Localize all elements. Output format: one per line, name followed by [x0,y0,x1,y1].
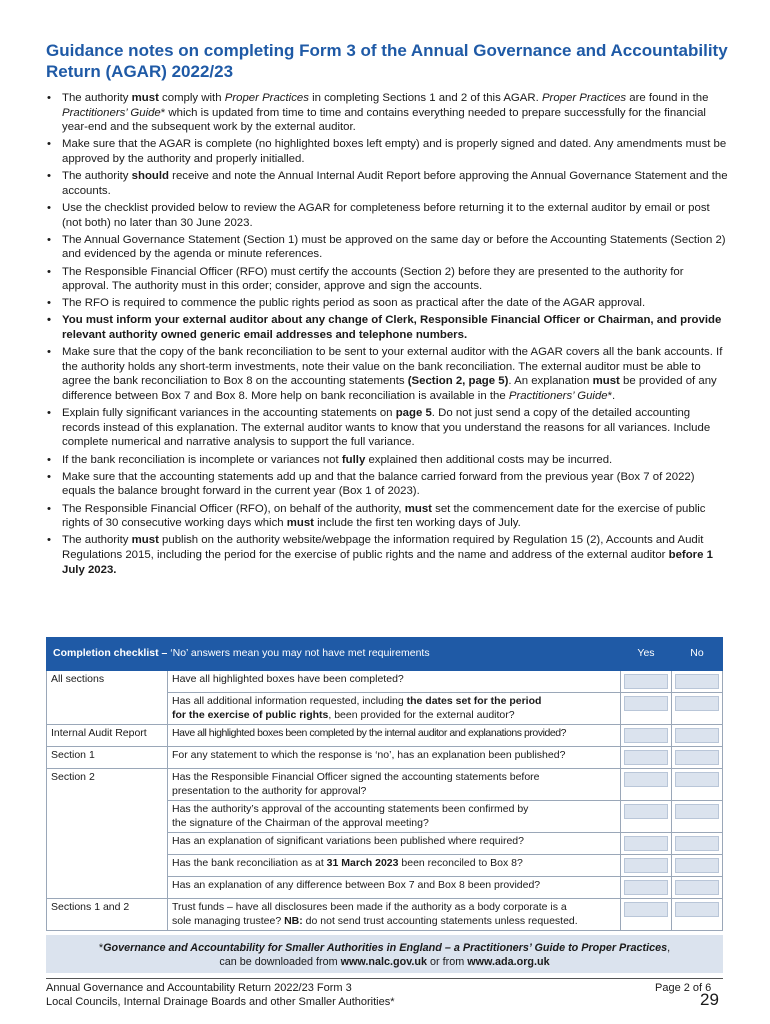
yes-answer-box[interactable] [621,833,672,855]
guidance-bullet: • The authority should receive and note the Annual Internal Audit Report before approving the Annual Governance Statement and the accounts. [46,169,728,198]
guidance-bullet: • The RFO is required to commence the public rights period as soon as practical after the date of the AGAR approval. [46,296,728,311]
checklist-row [47,671,723,693]
no-answer-field[interactable] [675,836,719,851]
yes-answer-box[interactable] [621,855,672,877]
checklist-question: Has the authority’s approval of the accounting statements been confirmed by the signature of the Chairman of the approval meeting? [168,801,621,833]
checklist-question: Has an explanation of any difference between Box 7 and Box 8 been provided? [168,877,621,899]
guidance-bullet: • Make sure that the AGAR is complete (no highlighted boxes left empty) and is properly signed and dated. Any amendments must be approved by the authority and properly initialled. [46,137,728,166]
no-answer-box[interactable] [672,747,723,769]
no-answer-field[interactable] [675,728,719,743]
yes-answer-field[interactable] [624,750,668,765]
checklist-section-label: Section 1 [47,747,168,769]
guidance-bullet: • The authority must comply with Proper Practices in completing Sections 1 and 2 of this AGAR. Proper Practices are found in the Practitioners’ Guide* which is updated from time to time and contains everything needed to prepare successfully for the financial year-end and the subsequent work by the external auditor. [46,91,728,135]
yes-answer-field[interactable] [624,880,668,895]
footer-line-1: Annual Governance and Accountability Return 2022/23 Form 3 [46,982,352,994]
no-answer-field[interactable] [675,696,719,711]
checklist-section-label: All sections [47,671,168,725]
checklist-row [47,769,723,801]
yes-answer-field[interactable] [624,674,668,689]
checklist-header: Completion checklist – ‘No’ answers mean you may not have met requirements [47,638,621,671]
yes-answer-box[interactable] [621,877,672,899]
yes-answer-field[interactable] [624,696,668,711]
yes-answer-field[interactable] [624,728,668,743]
guidance-bullet: • The authority must publish on the authority website/webpage the information required by Regulation 15 (2), Accounts and Audit Regulations 2015, including the period for the exercise of public rights and the name and address of the external auditor before 1 July 2023. [46,533,728,577]
guidance-bullet: • Make sure that the copy of the bank reconciliation to be sent to your external auditor with the AGAR covers all the bank accounts. If the authority holds any short-term investments, note their value on the bank reconciliation. The external auditor must be able to agree the bank reconciliation to Box 8 on the accounting statements (Section 2, page 5). An explanation must be provided of any difference between Box 7 and Box 8. More help on bank reconciliation is available in the Practitioners’ Guide*. [46,345,728,403]
checklist-question: Has an explanation of significant variations been published where required? [168,833,621,855]
no-answer-box[interactable] [672,725,723,747]
checklist-section-label: Internal Audit Report [47,725,168,747]
guidance-bullet-list [46,91,728,580]
guidance-bullet: • The Annual Governance Statement (Section 1) must be approved on the same day or before the Accounting Statements (Section 2) and evidenced by the agenda or minute references. [46,233,728,262]
yes-answer-field[interactable] [624,804,668,819]
yes-answer-field[interactable] [624,772,668,787]
practitioners-guide-note: *Governance and Accountability for Smaller Authorities in England – a Practitioners’ Guide to Proper Practices, can be downloaded from www.nalc.gov.uk or from www.ada.org.uk [46,935,723,973]
no-answer-field[interactable] [675,772,719,787]
page-title: Guidance notes on completing Form 3 of the Annual Governance and Accountability Return (AGAR) 2022/23 [46,41,728,81]
guidance-bullet: • You must inform your external auditor about any change of Clerk, Responsible Financial Officer or Chairman, and provide relevant authority owned generic email addresses and telephone numbers. [46,313,728,342]
checklist-question: Have all highlighted boxes have been completed? [168,671,621,693]
yes-answer-box[interactable] [621,671,672,693]
no-answer-field[interactable] [675,750,719,765]
checklist-question: For any statement to which the response is ‘no’, has an explanation been published? [168,747,621,769]
checklist-question: Has the bank reconciliation as at 31 March 2023 been reconciled to Box 8? [168,855,621,877]
checklist-question: Has all additional information requested, including the dates set for the period for the exercise of public rights, been provided for the external auditor? [168,693,621,725]
footer-divider [46,978,723,979]
checklist-question: Have all highlighted boxes been completed by the internal auditor and explanations provided? [168,725,621,747]
no-answer-box[interactable] [672,671,723,693]
checklist-header-row [47,638,723,671]
no-answer-box[interactable] [672,769,723,801]
no-answer-box[interactable] [672,899,723,931]
footer-title [46,982,395,1009]
guidance-bullet: • Make sure that the accounting statements add up and that the balance carried forward from the previous year (Box 7 of 2022) equals the balance brought forward in the current year (Box 1 of 2023). [46,470,728,499]
page-number: 29 [700,990,719,1009]
checklist-section-label: Sections 1 and 2 [47,899,168,931]
completion-checklist [46,637,723,931]
guidance-bullet: • The Responsible Financial Officer (RFO) must certify the accounts (Section 2) before they are presented to the authority for approval. The authority must in this order; consider, approve and sign the accounts. [46,265,728,294]
footer-line-2: Local Councils, Internal Drainage Boards and other Smaller Authorities* [46,995,395,1008]
checklist-section-label: Section 2 [47,769,168,899]
no-answer-field[interactable] [675,804,719,819]
no-answer-box[interactable] [672,855,723,877]
no-answer-box[interactable] [672,801,723,833]
no-answer-box[interactable] [672,877,723,899]
yes-answer-field[interactable] [624,902,668,917]
no-answer-field[interactable] [675,902,719,917]
checklist-row [47,899,723,931]
yes-answer-field[interactable] [624,858,668,873]
checklist-row [47,747,723,769]
checklist-question: Has the Responsible Financial Officer signed the accounting statements before presentation to the authority for approval? [168,769,621,801]
page-label: Page 2 of 6 [655,982,712,994]
no-column-header: No [672,638,723,671]
yes-answer-box[interactable] [621,769,672,801]
guidance-bullet: • If the bank reconciliation is incomplete or variances not fully explained then additional costs may be incurred. [46,453,728,468]
yes-answer-field[interactable] [624,836,668,851]
checklist-question: Trust funds – have all disclosures been made if the authority as a body corporate is a sole managing trustee? NB: do not send trust accounting statements unless requested. [168,899,621,931]
no-answer-field[interactable] [675,858,719,873]
no-answer-box[interactable] [672,693,723,725]
guidance-bullet: • The Responsible Financial Officer (RFO), on behalf of the authority, must set the commencement date for the exercise of public rights of 30 consecutive working days which must include the first ten working days of July. [46,502,728,531]
guidance-bullet: • Explain fully significant variances in the accounting statements on page 5. Do not just send a copy of the detailed accounting records instead of this explanation. The external auditor wants to know that you understand the reasons for all variances. Include complete numerical and narrative analysis to support the full variance. [46,406,728,450]
no-answer-field[interactable] [675,880,719,895]
yes-answer-box[interactable] [621,693,672,725]
no-answer-box[interactable] [672,833,723,855]
yes-column-header: Yes [621,638,672,671]
checklist-row [47,725,723,747]
yes-answer-box[interactable] [621,801,672,833]
no-answer-field[interactable] [675,674,719,689]
yes-answer-box[interactable] [621,747,672,769]
guidance-bullet: • Use the checklist provided below to review the AGAR for completeness before returning it to the external auditor by email or post (not both) no later than 30 June 2023. [46,201,728,230]
yes-answer-box[interactable] [621,725,672,747]
yes-answer-box[interactable] [621,899,672,931]
